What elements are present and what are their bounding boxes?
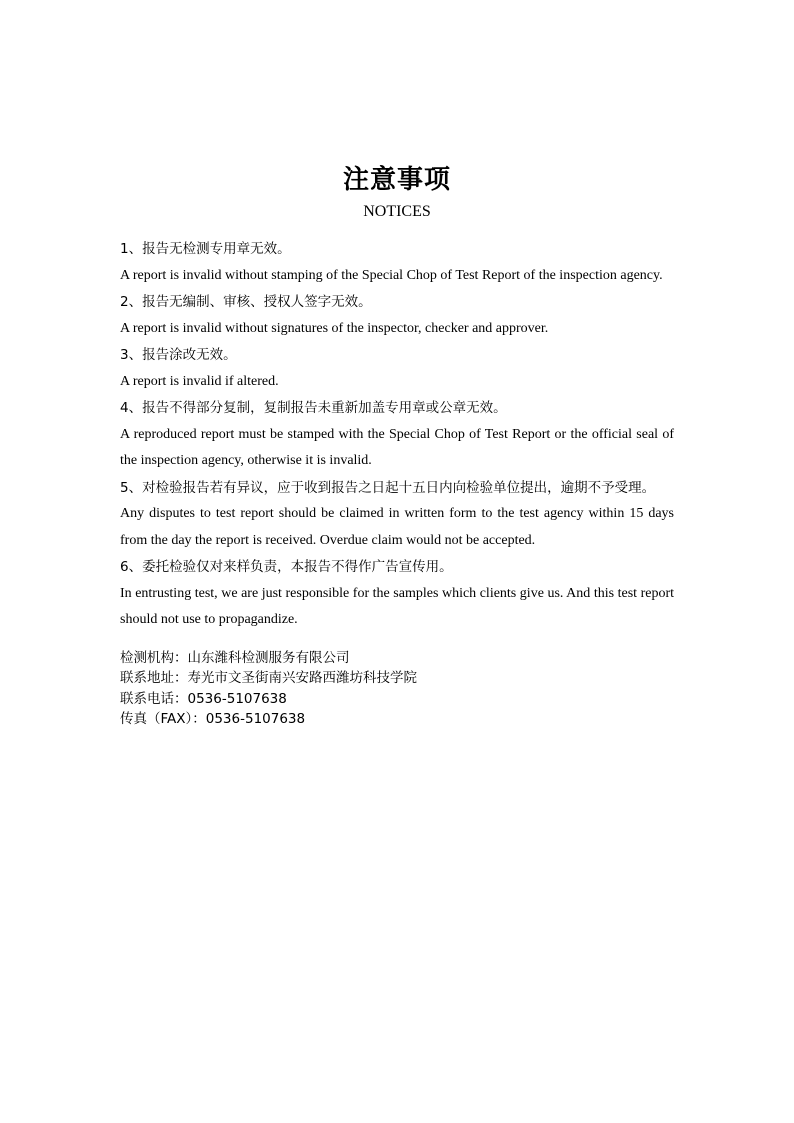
notice-item-3: [120, 342, 674, 395]
contact-phone: 联系电话：0536-5107638: [120, 690, 287, 707]
contact-address: 联系地址：寿光市文圣街南兴安路西潍坊科技学院: [120, 670, 417, 686]
notice-item-4: [120, 395, 674, 475]
contact-agency: 检测机构：山东潍科检测服务有限公司: [120, 649, 350, 666]
page-subtitle: NOTICES: [363, 203, 431, 220]
notice-1-en: A report is invalid without stamping of the Special Chop of Test Report of the inspection agency.: [120, 267, 663, 283]
notice-item-2: [120, 289, 674, 342]
notice-item-6: [120, 554, 674, 634]
notice-5-en: Any disputes to test report should be claimed in written form to the test agency within 15 days from the day the report is received. Overdue claim would not be accepted.: [120, 506, 674, 548]
notice-4-cn: 4、报告不得部分复制，复制报告未重新加盖专用章或公章无效。: [120, 400, 507, 416]
notice-6-en: In entrusting test, we are just responsible for the samples which clients give us. And this test report should not use to propagandize.: [120, 585, 674, 627]
notice-6-cn: 6、委托检验仅对来样负责，本报告不得作广告宣传用。: [120, 559, 453, 575]
notice-3-en: A report is invalid if altered.: [120, 373, 279, 389]
notices-page: [120, 160, 674, 730]
notice-2-en: A report is invalid without signatures of the inspector, checker and approver.: [120, 320, 549, 336]
contact-fax: 传真（FAX）：0536-5107638: [120, 711, 306, 727]
notice-3-cn: 3、报告涂改无效。: [120, 347, 237, 363]
notice-4-en: A reproduced report must be stamped with the Special Chop of Test Report or the official seal of the inspection agency, otherwise it is invalid.: [120, 426, 674, 468]
page-title: 注意事项: [342, 165, 451, 195]
notice-1-cn: 1、报告无检测专用章无效。: [120, 241, 291, 257]
notice-item-5: [120, 475, 674, 555]
contact-block: [120, 648, 674, 730]
notice-2-cn: 2、报告无编制、审核、授权人签字无效。: [120, 294, 372, 310]
notice-list: [120, 236, 674, 634]
notice-item-1: [120, 236, 674, 289]
notice-5-cn: 5、对检验报告若有异议，应于收到报告之日起十五日内向检验单位提出，逾期不予受理。: [120, 479, 656, 496]
